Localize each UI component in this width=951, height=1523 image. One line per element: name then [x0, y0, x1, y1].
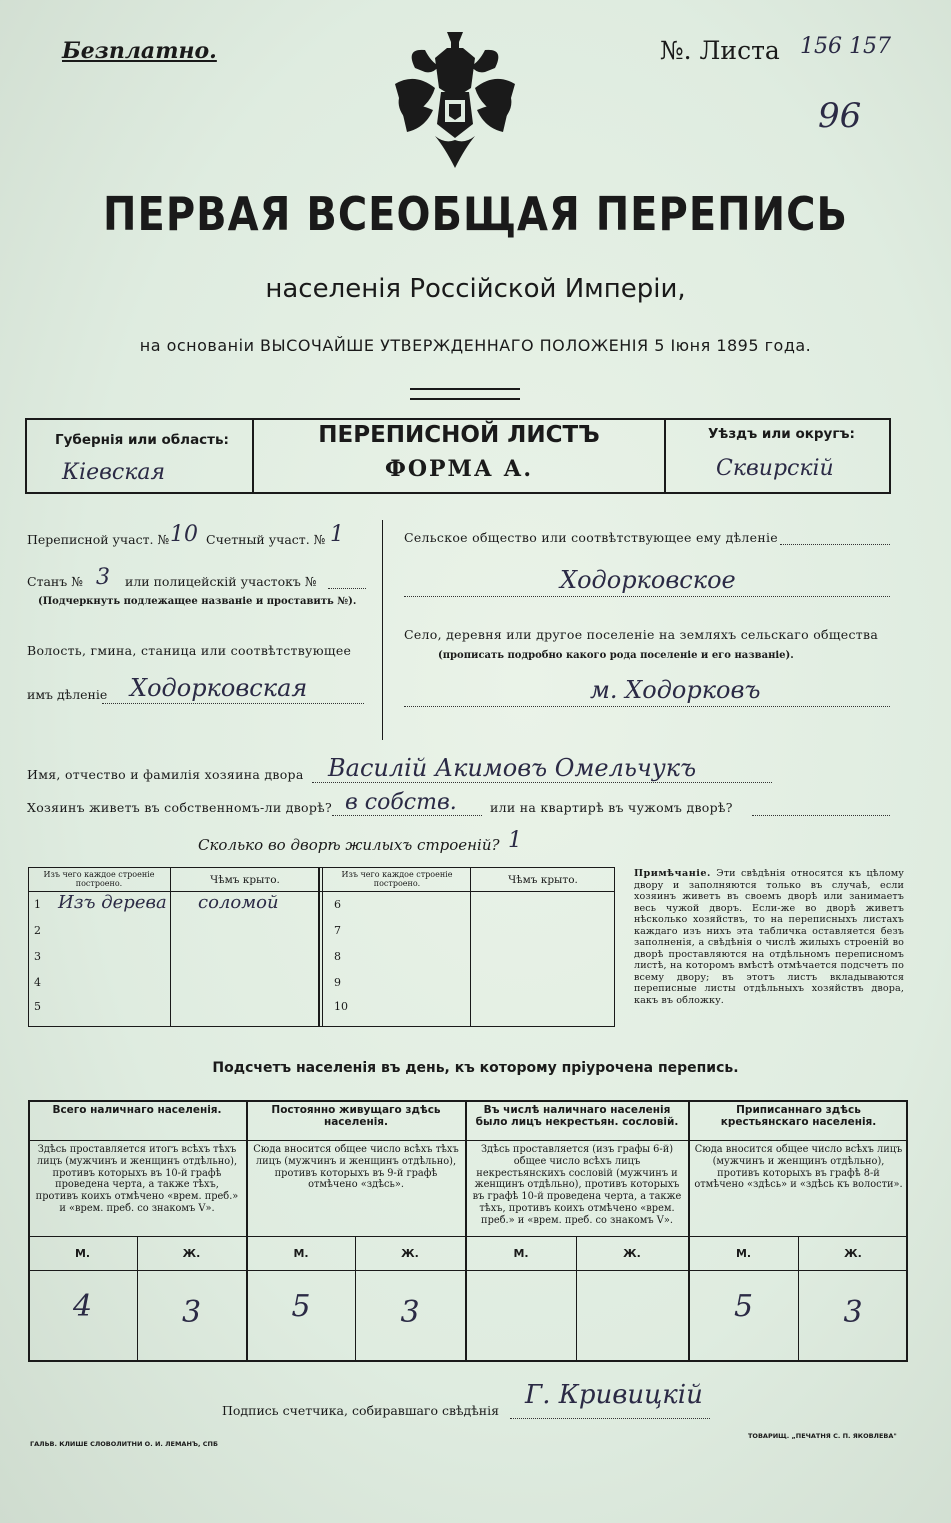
- village-label: Село, деревня или другое поселеніе на земляхъ сельскаго общества: [404, 627, 879, 642]
- building-row-number: 8: [334, 950, 341, 963]
- form-center-subtitle: ФОРМА А.: [384, 456, 534, 482]
- owner-rent-label: или на квартирѣ въ чужомъ дворѣ?: [490, 800, 733, 815]
- count-male-label: М.: [74, 1247, 91, 1260]
- count-group-description: Сюда вносится общее число всѣхъ лицъ (мужчинъ и женщинъ отдѣльно), противъ которыхъ въ графѣ 8-й отмѣчено «здѣсь» и «здѣсь къ волости».: [694, 1144, 903, 1191]
- count-female-label: Ж.: [401, 1247, 419, 1260]
- count-male-value: 4: [72, 1289, 93, 1324]
- note-text: Эти свѣдѣнія относятся къ цѣлому двору и заполняются только въ случаѣ, если хозяинъ живетъ въ своемъ дворѣ или занимаетъ весь чужой дворъ. Если-же во дворѣ живетъ нѣсколько хозяйствъ, то на переписныхъ листахъ каждаго изъ нихъ эта табличка оставляется безъ заполненія, а свѣдѣнія о числѣ жилыхъ строеній во дворѣ проставляются на отдѣльномъ переписномъ листѣ, на которомъ вмѣстѣ отмѣчается подсчетъ по всему двору; въ этотъ листъ вкладываются переписные листы отдѣльныхъ хозяйствъ двора, какъ въ обложку.: [634, 868, 905, 1006]
- volost-label-line1: Волость, гмина, станица или соотвѣтствующее: [27, 643, 352, 658]
- village-note: (прописать подробно какого рода поселеніе и его названіе).: [438, 650, 794, 661]
- camp-label: Станъ №: [27, 574, 84, 589]
- count-group-description: Здѣсь проставляется итогъ всѣхъ тѣхъ лицъ (мужчинъ и женщинъ отдѣльно), противъ которыхъ въ 10-й графѣ проведена черта, а также тѣхъ, противъ коихъ отмѣчено «врем. преб.» и «врем. преб. со знакомъ V».: [35, 1144, 239, 1214]
- building-row-number: 7: [334, 924, 341, 937]
- volost-label-line2: имъ дѣленіе: [27, 687, 108, 702]
- district-value: Сквирскій: [716, 456, 834, 481]
- camp-value: 3: [96, 565, 110, 590]
- buildings-label: Сколько во дворѣ жилыхъ строеній?: [198, 836, 500, 854]
- count-group-header: Всего наличнаго населенія.: [52, 1104, 222, 1116]
- building-row-material: Изъ дерева: [58, 892, 167, 913]
- count-group-header: Въ числѣ наличнаго населенія было лицъ некрестьян. сословій.: [475, 1104, 679, 1129]
- building-row-number: 4: [34, 976, 41, 989]
- footer-left: ГАЛЬВ. КЛИШЕ СЛОВОЛИТНИ О. И. ЛЕМАНЪ, СПБ: [30, 1440, 218, 1448]
- buildings-col-material-left: Изъ чего каждое строеніе построено.: [43, 870, 155, 889]
- owner-name-value: Василій Акимовъ Омельчукъ: [328, 754, 697, 782]
- census-section-label: Переписной участ. №: [27, 532, 170, 547]
- buildings-value: 1: [508, 828, 522, 853]
- buildings-col-roof-right: Чѣмъ крыто.: [508, 874, 578, 886]
- police-label: или полицейскій участокъ №: [125, 574, 317, 589]
- basis-line: на основаніи ВЫСОЧАЙШЕ УТВЕРЖДЕННАГО ПОЛОЖЕНІЯ 5 Іюня 1895 года.: [139, 336, 812, 355]
- count-male-value: 5: [291, 1289, 311, 1324]
- volost-value: Ходорковская: [130, 674, 308, 702]
- building-row-number: 2: [34, 924, 41, 937]
- count-group-header: Приписаннаго здѣсь крестьянскаго населенія.: [720, 1104, 877, 1129]
- count-female-value: 3: [843, 1295, 863, 1330]
- footer-right: ТОВАРИЩ. „ПЕЧАТНЯ С. П. ЯКОВЛЕВА": [748, 1432, 897, 1440]
- province-label: Губернія или область:: [55, 432, 229, 448]
- count-group-header: Постоянно живущаго здѣсь населенія.: [271, 1104, 441, 1129]
- count-group-description: Сюда вносится общее число всѣхъ тѣхъ лицъ (мужчинъ и женщинъ отдѣльно), противъ которыхъ въ 9-й графѣ отмѣчено «здѣсь».: [253, 1144, 459, 1191]
- buildings-col-material-right: Изъ чего каждое строеніе построено.: [341, 870, 453, 889]
- subtitle: населенія Россійской Имперіи,: [265, 274, 686, 304]
- ornament-divider: [410, 388, 520, 400]
- building-row-number: 10: [334, 1000, 348, 1013]
- count-male-value: 5: [733, 1289, 754, 1324]
- count-male-label: М.: [513, 1247, 529, 1260]
- count-female-label: Ж.: [623, 1247, 641, 1260]
- signature-label: Подпись счетчика, собиравшаго свѣдѣнія: [222, 1403, 499, 1418]
- main-title: ПЕРВАЯ ВСЕОБЩАЯ ПЕРЕПИСЬ: [103, 188, 848, 242]
- free-label: Безплатно.: [62, 38, 217, 64]
- owner-lives-value: в собств.: [345, 790, 457, 815]
- count-female-label: Ж.: [844, 1247, 862, 1260]
- form-center-title: ПЕРЕПИСНОЙ ЛИСТЪ: [318, 422, 600, 448]
- buildings-note: [634, 868, 904, 1006]
- counting-section-label: Счетный участ. №: [206, 532, 326, 547]
- count-female-value: 3: [181, 1295, 202, 1330]
- count-male-label: М.: [735, 1247, 752, 1260]
- village-value: м. Ходорковъ: [590, 676, 761, 704]
- district-label: Уѣздъ или округъ:: [708, 426, 855, 442]
- sheet-number-label: №. Листа: [660, 36, 780, 65]
- buildings-col-roof-left: Чѣмъ крыто.: [210, 874, 280, 886]
- sheet-number-handwritten: 156 157: [800, 34, 891, 59]
- building-row-number: 9: [334, 976, 341, 989]
- count-male-label: М.: [293, 1247, 309, 1260]
- building-row-number: 5: [34, 1000, 41, 1013]
- note-lead: Примѣчаніе.: [634, 868, 711, 879]
- owner-name-label: Имя, отчество и фамилія хозяина двора: [27, 767, 304, 782]
- camp-note: (Подчеркнуть подлежащее названіе и проставить №).: [38, 596, 357, 607]
- society-value: Ходорковское: [560, 566, 736, 594]
- count-group-description: Здѣсь проставляется (изъ графы 6-й) общее число всѣхъ лицъ некрестьянскихъ сословій (мужчинъ и женщинъ отдѣльно), противъ которыхъ въ графѣ 10-й проведена черта, а также тѣхъ, противъ коихъ отмѣчено «врем. преб.» и «врем. преб. со знакомъ V».: [472, 1144, 682, 1226]
- building-row-number: 6: [334, 898, 341, 911]
- province-value: Кіевская: [62, 460, 166, 485]
- sheet-corner-handwritten: 96: [818, 96, 862, 136]
- counting-section-value: 1: [330, 522, 344, 547]
- building-row-number: 3: [34, 950, 41, 963]
- owner-lives-label: Хозяинъ живетъ въ собственномъ-ли дворѣ?: [27, 800, 333, 815]
- society-label: Сельское общество или соотвѣтствующее ему дѣленіе: [404, 530, 779, 545]
- census-section-value: 10: [170, 522, 198, 547]
- count-female-label: Ж.: [182, 1247, 201, 1260]
- count-table-title: Подсчетъ населенія въ день, къ которому пріурочена перепись.: [212, 1060, 739, 1076]
- count-female-value: 3: [400, 1295, 420, 1330]
- building-row-number: 1: [34, 898, 41, 911]
- double-headed-eagle-emblem: [385, 28, 525, 178]
- signature-value: Г. Кривицкій: [525, 1380, 703, 1410]
- building-row-roof: соломой: [198, 892, 279, 913]
